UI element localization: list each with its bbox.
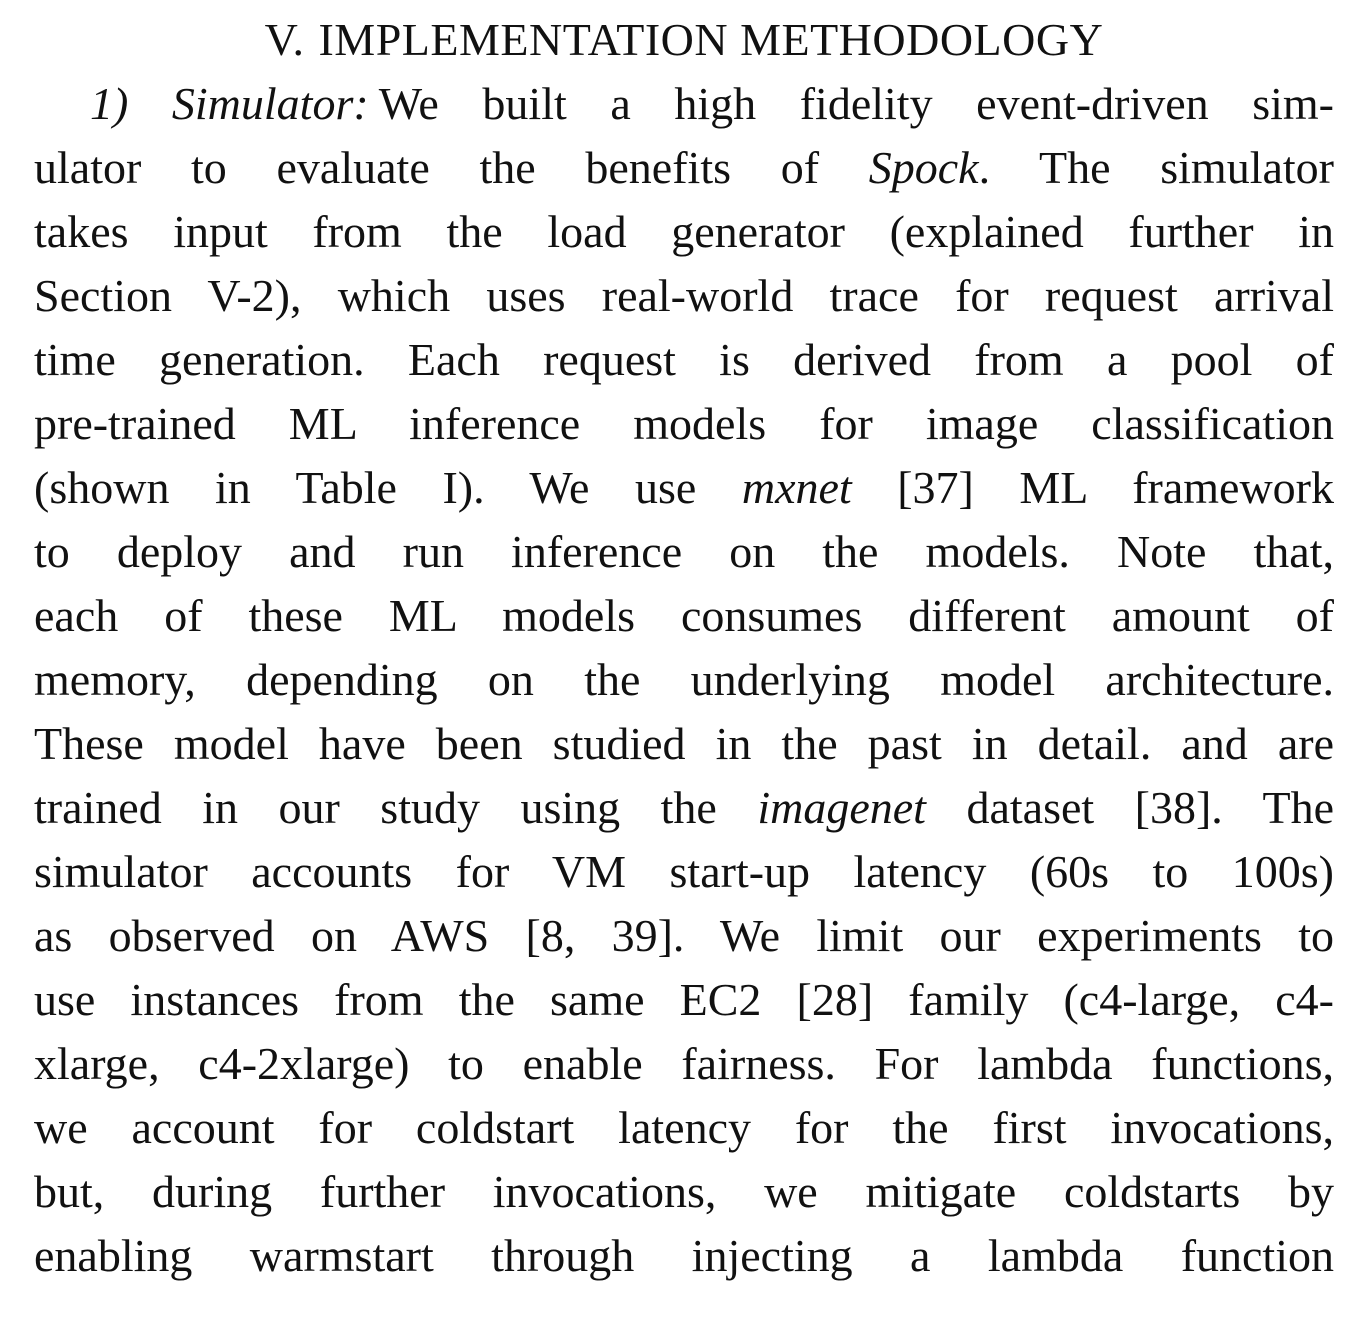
section-heading: [34, 8, 1334, 72]
line-segment: trained in our study using the: [34, 782, 758, 833]
section-number: V.: [264, 14, 305, 65]
line-segment: use instances from the same EC2 [28] family (c4-large, c4-: [34, 974, 1334, 1025]
line-segment: xlarge, c4-2xlarge) to enable fairness. For lambda functions,: [34, 1038, 1334, 1089]
line-segment: memory, depending on the underlying model architecture.: [34, 654, 1334, 705]
line-segment: These model have been studied in the past in detail. and are: [34, 718, 1334, 769]
text-line: [34, 904, 1334, 968]
text-line: [34, 584, 1334, 648]
line-segment: ulator to evaluate the benefits of: [34, 142, 869, 193]
section-title: IMPLEMENTATION METHODOLOGY: [318, 14, 1104, 65]
body-paragraph: [34, 72, 1334, 1288]
line-segment: as observed on AWS [8, 39]. We limit our experiments to: [34, 910, 1334, 961]
line-segment: Section V-2), which uses real-world trace for request arrival: [34, 270, 1334, 321]
text-line: [34, 1096, 1334, 1160]
text-line: [34, 840, 1334, 904]
paragraph-heading: 1) Simulator:: [90, 78, 369, 129]
text-line: [34, 520, 1334, 584]
text-line: [34, 968, 1334, 1032]
text-line: [34, 72, 1334, 136]
line-segment: takes input from the load generator (explained further in: [34, 206, 1334, 257]
line-segment: enabling warmstart through injecting a lambda function: [34, 1230, 1334, 1281]
line-segment: pre-trained ML inference models for image classification: [34, 398, 1334, 449]
text-line: [34, 712, 1334, 776]
text-line: [34, 776, 1334, 840]
text-line: [34, 648, 1334, 712]
line-segment: time generation. Each request is derived from a pool of: [34, 334, 1334, 385]
line-segment-emphasis: imagenet: [757, 782, 926, 833]
line-segment: we account for coldstart latency for the first invocations,: [34, 1102, 1334, 1153]
text-line: [34, 136, 1334, 200]
line-segment-emphasis: Spock: [868, 142, 979, 193]
text-line: [34, 200, 1334, 264]
text-line: [34, 1160, 1334, 1224]
text-line: [34, 456, 1334, 520]
line-segment: but, during further invocations, we mitigate coldstarts by: [34, 1166, 1334, 1217]
text-line: [34, 1224, 1334, 1288]
line-segment: dataset [38]. The: [925, 782, 1334, 833]
text-line: [34, 392, 1334, 456]
line-segment: to deploy and run inference on the models. Note that,: [34, 526, 1334, 577]
line-segment: . The simulator: [978, 142, 1334, 193]
text-line: [34, 1032, 1334, 1096]
text-line: [34, 264, 1334, 328]
line-segment: [37] ML framework: [851, 462, 1334, 513]
paper-page: [34, 8, 1334, 1288]
line-segment: each of these ML models consumes different amount of: [34, 590, 1334, 641]
line-segment: (shown in Table I). We use: [34, 462, 742, 513]
text-line: [34, 328, 1334, 392]
line-segment-emphasis: mxnet: [741, 462, 852, 513]
line-segment: We built a high fidelity event-driven sim-: [378, 78, 1334, 129]
line-segment: simulator accounts for VM start-up latency (60s to 100s): [34, 846, 1334, 897]
